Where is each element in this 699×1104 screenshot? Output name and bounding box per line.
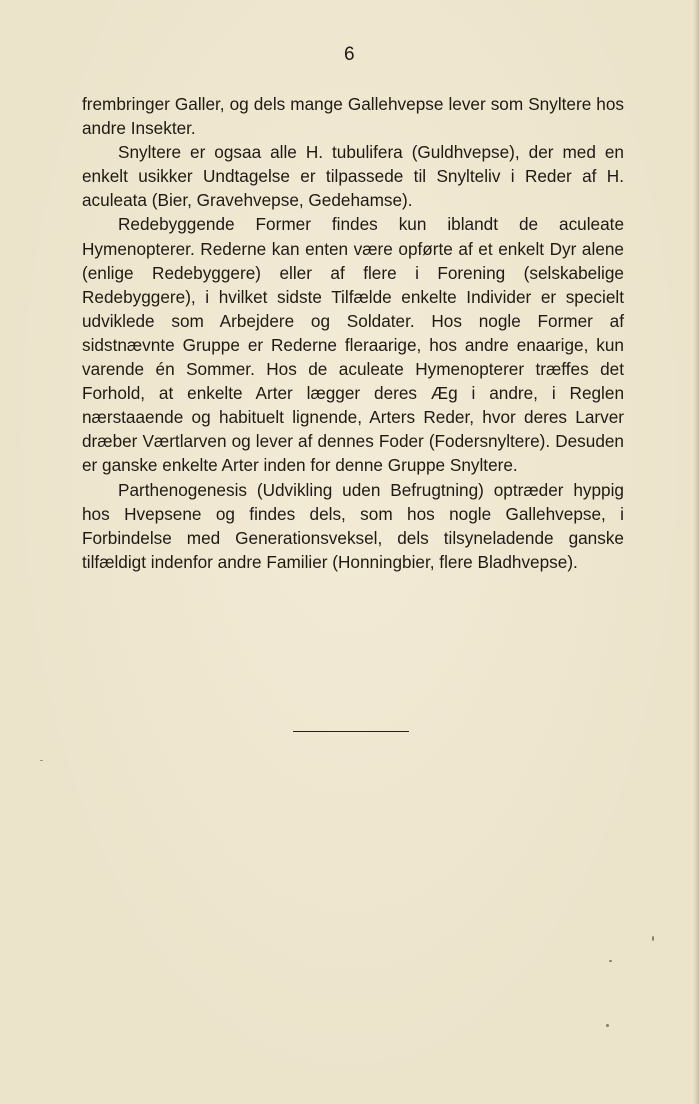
paper-speck (40, 760, 43, 761)
page-edge-shadow (693, 0, 699, 1104)
paragraph-3: Redebyggende Former findes kun iblandt de aculeate Hymenopterer. Rederne kan enten være opførte af et enkelt Dyr alene (enlige Redebyggere) eller af flere i Forening (selskabelige Redebyggere), i hvilket sidste Tilfælde enkelte Individer er specielt udviklede som Arbejdere og Soldater. Hos nogle Former af sidstnævnte Gruppe er Rederne fleraarige, hos andre enaarige, kun varende én Sommer. Hos de aculeate Hymenopterer træffes det Forhold, at enkelte Arter lægger deres Æg i andre, i Reglen nærstaaende og habituelt lignende, Arters Reder, hvor deres Larver dræber Værtlarven og lever af dennes Foder (Fodersnyltere). Desuden er ganske enkelte Arter inden for denne Gruppe Snyltere. (82, 214, 624, 476)
section-end-rule (293, 731, 409, 732)
paper-speck (652, 936, 654, 941)
body-text (82, 92, 624, 574)
page-number: 6 (343, 44, 356, 65)
paragraph-4: Parthenogenesis (Udvikling uden Befrugtning) optræder hyppig hos Hvepsene og findes dels, som hos nogle Gallehvepse, i Forbindelse med Generationsveksel, dels tilsyneladende ganske tilfældigt indenfor andre Familier (Honningbier, flere Bladhvepse). (82, 479, 624, 572)
paper-speck (606, 1024, 609, 1027)
paper-speck (609, 960, 612, 962)
paragraph-2: Snyltere er ogsaa alle H. tubulifera (Guldhvepse), der med en enkelt usikker Undtagelse er tilpassede til Snylteliv i Reder af H. aculeata (Bier, Gravehvepse, Gedehamse). (82, 142, 624, 211)
paragraph-1: frembringer Galler, og dels mange Gallehvepse lever som Snyltere hos andre Insekter. (82, 94, 624, 139)
